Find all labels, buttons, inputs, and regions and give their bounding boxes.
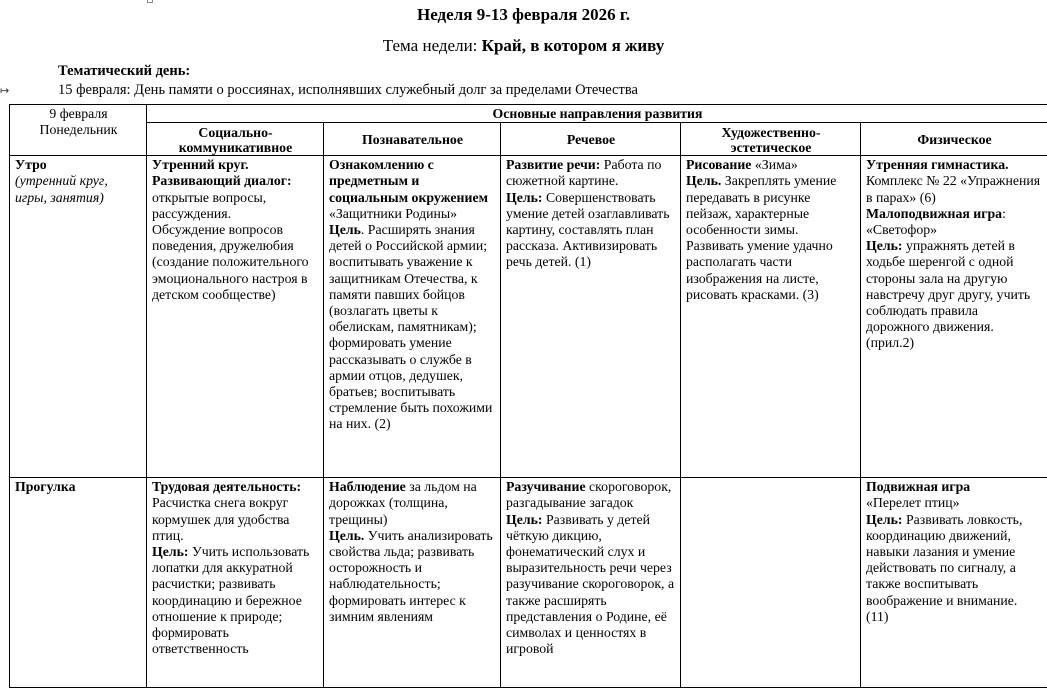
cell-goal-label: Цель	[329, 222, 361, 238]
cell-goal-label: Цель.	[686, 173, 722, 189]
cell-text: открытые вопросы, рассуждения.	[152, 189, 267, 221]
week-theme	[0, 35, 1047, 57]
cell-text: скороговорок, разгадывание загадок	[506, 479, 672, 511]
week-theme-prefix: Тема недели:	[382, 36, 482, 55]
cell-heading: Разучивание	[506, 479, 586, 495]
period-label: Прогулка	[15, 479, 76, 495]
cell-text: Расчистка снега вокруг кормушек для удобства птиц.	[152, 495, 290, 543]
cell-heading: Наблюдение	[329, 479, 406, 495]
cell-morning-speech	[501, 156, 681, 478]
day-header-cell	[10, 105, 147, 156]
column-header-art: Художественно-эстетическое	[681, 123, 861, 156]
cell-text: «Перелет птиц»	[866, 495, 960, 511]
cell-text: Развивать у детей чёткую дикцию, фонематический слух и выразительность речи через разучивание скороговорок, а также расширять представления о Родине, её символах и ценностях в игровой	[506, 511, 675, 657]
column-header-speech: Речевое	[501, 123, 681, 156]
cell-walk-social	[147, 478, 324, 688]
cell-heading: Утренний круг.	[152, 157, 249, 173]
column-header-cognitive: Познавательное	[324, 123, 501, 156]
cell-heading: Развитие речи:	[506, 157, 601, 173]
column-header-social: Социально-коммуникативное	[147, 123, 324, 156]
cell-heading: Утренняя гимнастика.	[866, 157, 1009, 173]
cell-text: Развивать ловкость, координацию движений, навыки лазания и умение действовать по сигналу, а также воспитывать воображение и внимание. (11)	[866, 511, 1023, 624]
cell-goal-label: Цель.	[329, 527, 365, 543]
page-title: Неделя 9-13 февраля 2026 г.	[417, 5, 630, 24]
cell-text: Учить использовать лопатки для аккуратной расчистки; развивать координацию и бережное отношение к природе; формировать ответственность	[152, 544, 310, 657]
week-theme-value: Край, в котором я живу	[481, 36, 665, 55]
page-corner-marker	[147, 0, 153, 3]
cell-morning-social	[147, 156, 324, 478]
period-label: Утро	[15, 157, 47, 173]
cell-walk-physical	[861, 478, 1047, 688]
thematic-day-text: 15 февраля: День памяти о россиянах, исполнявших служебный долг за пределами Отечества	[58, 82, 638, 98]
cell-text: : «Светофор»	[866, 205, 1006, 238]
cell-heading: Рисование	[686, 157, 752, 173]
cell-heading: Развивающий диалог:	[152, 173, 292, 189]
cell-goal-label: Цель:	[152, 544, 189, 560]
table-row-walk	[10, 478, 1047, 688]
cell-text: за льдом на дорожках (толщина, трещины)	[329, 479, 477, 527]
period-note: (утренний круг, игры, занятия)	[15, 173, 108, 205]
cell-morning-art	[681, 156, 861, 478]
cell-goal-label: Цель:	[506, 511, 543, 527]
cell-goal-label: Цель:	[506, 189, 543, 205]
cell-heading: Малоподвижная игра	[866, 205, 1003, 221]
paragraph-move-arrow-icon: ↦	[0, 84, 10, 97]
cell-walk-speech	[501, 478, 681, 688]
column-header-physical: Физическое	[861, 123, 1047, 156]
cell-heading: Трудовая деятельность:	[152, 479, 302, 495]
cell-text: «Зима»	[751, 157, 798, 173]
cell-goal-label: Цель:	[866, 511, 903, 527]
cell-walk-art	[681, 478, 861, 688]
period-cell-morning	[10, 156, 147, 478]
cell-goal-label: Цель:	[866, 238, 903, 254]
cell-heading: Ознакомлению с предметным и социальным окружением	[329, 157, 488, 205]
table-row-morning	[10, 156, 1047, 478]
day-header: 9 февраля Понедельник	[39, 106, 118, 138]
weekly-plan-table	[9, 104, 1047, 688]
cell-text: Учить анализировать свойства льда; развивать осторожность и наблюдательность; формировать интерес к зимним явлениям	[329, 527, 493, 624]
cell-text: Совершенствовать умение детей озаглавливать картину, составлять план рассказа. Активизировать речь детей. (1)	[506, 189, 670, 270]
cell-text: Закреплять умение передавать в рисунке пейзаж, характерные особенности зимы. Развивать умение удачно располагать части изображения на листе, рисовать красками. (3)	[686, 173, 837, 302]
cell-text: . Расширять знания детей о Российской армии; воспитывать уважение к защитникам Отечества, к памяти павших бойцов (возлагать цветы к обелискам, памятникам); формировать умение рассказывать о службе в армии отцов, дедушек, братьев; воспитывать стремление быть похожими на них. (2)	[329, 222, 493, 432]
main-header: Основные направления развития	[147, 105, 1047, 123]
period-cell-walk	[10, 478, 147, 688]
cell-morning-cognitive	[324, 156, 501, 478]
thematic-day-label: Тематический день:	[58, 63, 191, 79]
cell-text: Обсуждение вопросов поведения, дружелюбия (создание положительного эмоционального настроя в детском сообществе)	[152, 222, 309, 302]
cell-text: Комплекс № 22 «Упражнения в парах» (6)	[866, 173, 1041, 205]
cell-heading: Подвижная игра	[866, 479, 971, 495]
cell-text: «Защитники Родины»	[329, 205, 458, 221]
cell-morning-physical	[861, 156, 1047, 478]
cell-text: Работа по сюжетной картине.	[506, 157, 662, 189]
cell-walk-cognitive	[324, 478, 501, 688]
cell-text: упражнять детей в ходьбе шеренгой с одной стороны зала на другую навстречу друг другу, учить соблюдать правила дорожного движения. (прил.2)	[866, 238, 1031, 351]
